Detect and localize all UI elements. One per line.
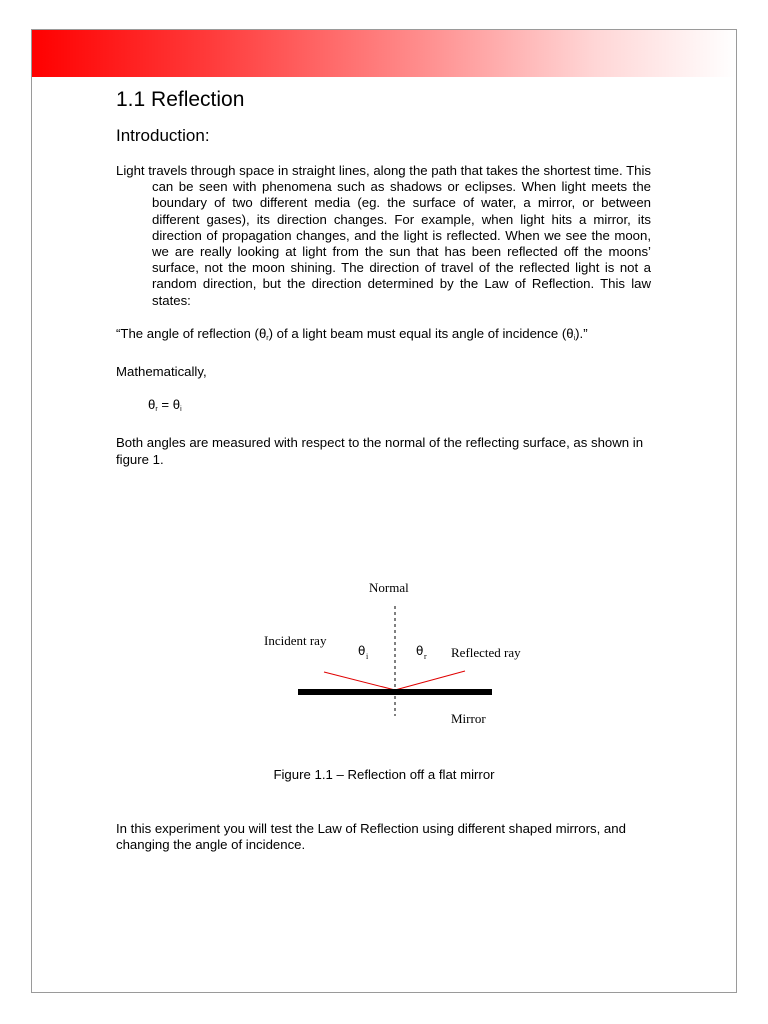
intro-paragraph: Light travels through space in straight lines, along the path that takes the shortest time. This can be seen with phenomena such as shadows or eclipses. When light meets the boundary of two different media (eg. the surface of water, a mirror, or between different gases), its direction changes. For example, when light hits a mirror, its direction of propagation changes, and the light is reflected. When we see the moon, we are really looking at light from the sun that has been reflected off the moons’ surface, not the moon shining. The direction of travel of the reflected light is not a random direction, but the direction determined by the Law of Reflection. This law states: bbox=[116, 163, 651, 308]
law-quote: “The angle of reflection $(\theta_r)$ of a light beam must equal its angle of incidence $(\theta_i)$.” bbox=[116, 325, 588, 342]
theta-r-symbol: θ bbox=[416, 644, 424, 658]
mirror-label: Mirror bbox=[451, 711, 486, 726]
mirror-surface bbox=[298, 689, 492, 695]
figure-caption: Figure 1.1 – Reflection off a flat mirror bbox=[273, 767, 495, 782]
theta-i-subscript: i bbox=[366, 652, 369, 661]
normal-label: Normal bbox=[369, 580, 409, 595]
document-content bbox=[116, 87, 651, 468]
section-title: 1.1 Reflection bbox=[116, 88, 245, 111]
reflected-ray-label: Reflected ray bbox=[451, 645, 521, 660]
reflection-diagram bbox=[230, 578, 521, 738]
math-intro: Mathematically, bbox=[116, 364, 207, 380]
intro-heading: Introduction: bbox=[116, 126, 210, 145]
incident-ray bbox=[324, 672, 395, 690]
reflected-ray bbox=[395, 671, 465, 690]
theta-i-symbol: θ bbox=[358, 644, 366, 658]
equation: $\theta_r = \theta_i$ bbox=[148, 397, 182, 414]
normal-paragraph: Both angles are measured with respect to the normal of the reflecting surface, as shown in figure 1. bbox=[116, 435, 644, 467]
theta-r-subscript: r bbox=[424, 652, 427, 661]
closing-paragraph: In this experiment you will test the Law of Reflection using different shaped mirrors, and changing the angle of incidence. bbox=[116, 821, 626, 853]
header-banner bbox=[32, 30, 736, 77]
incident-ray-label: Incident ray bbox=[264, 633, 327, 648]
